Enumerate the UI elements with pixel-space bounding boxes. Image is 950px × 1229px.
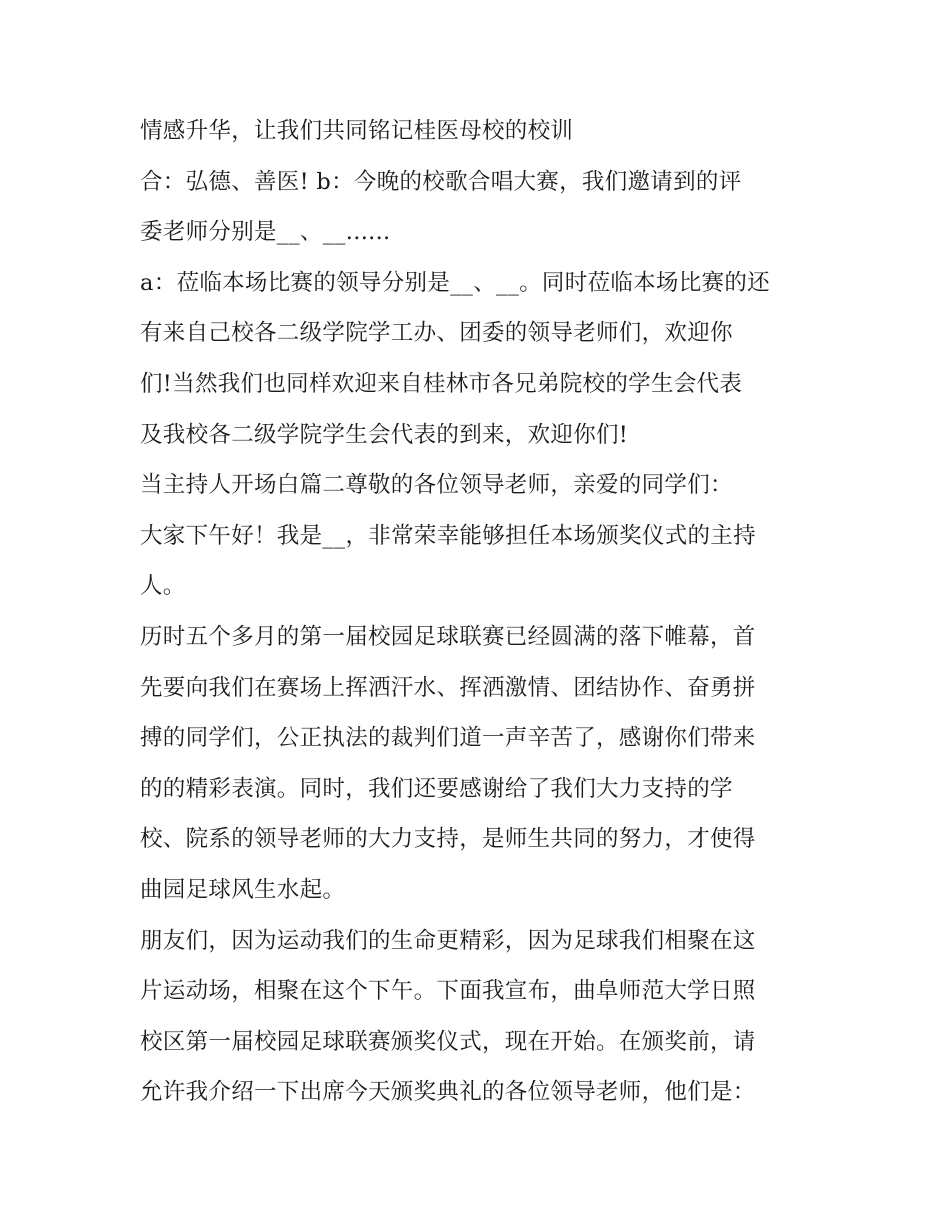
text-line: 校区第一届校园足球联赛颁奖仪式，现在开始。在颁奖前，请	[140, 1028, 756, 1055]
text-line: 校、院系的领导老师的大力支持，是师生共同的努力，才使得	[140, 826, 756, 853]
text-line: 片运动场，相聚在这个下午。下面我宣布，曲阜师范大学日照	[140, 978, 756, 1005]
text-line: 有来自己校各二级学院学工办、团委的领导老师们，欢迎你	[140, 320, 733, 347]
text-line: 朋友们，因为运动我们的生命更精彩，因为足球我们相聚在这	[140, 927, 756, 954]
text-line: 搏的同学们，公正执法的裁判们道一声辛苦了，感谢你们带来	[140, 725, 756, 752]
text-line: a：莅临本场比赛的领导分别是__、__。同时莅临本场比赛的还	[140, 269, 770, 296]
text-line: 的的精彩表演。同时，我们还要感谢给了我们大力支持的学	[140, 775, 733, 802]
document-body	[140, 106, 830, 1118]
text-line: 及我校各二级学院学生会代表的到来，欢迎你们!	[140, 421, 629, 448]
text-line: 允许我介绍一下出席今天颁奖典礼的各位领导老师，他们是：	[140, 1079, 756, 1106]
text-line: 历时五个多月的第一届校园足球联赛已经圆满的落下帷幕，首	[140, 623, 756, 650]
text-line: 当主持人开场白篇二尊敬的各位领导老师，亲爱的同学们：	[140, 472, 733, 499]
text-line: 大家下午好！我是__，非常荣幸能够担任本场颁奖仪式的主持	[140, 522, 756, 549]
text-line: 委老师分别是__、__......	[140, 219, 391, 246]
text-line: 曲园足球风生水起。	[140, 876, 346, 903]
text-line: 情感升华，让我们共同铭记桂医母校的校训	[140, 118, 574, 144]
text-line: 们!当然我们也同样欢迎来自桂林市各兄弟院校的学生会代表	[140, 370, 743, 397]
text-line: 先要向我们在赛场上挥洒汗水、挥洒激情、团结协作、奋勇拼	[140, 674, 756, 701]
text-line: 人。	[140, 573, 186, 600]
text-line: 合：弘德、善医! b：今晚的校歌合唱大赛，我们邀请到的评	[140, 168, 742, 195]
